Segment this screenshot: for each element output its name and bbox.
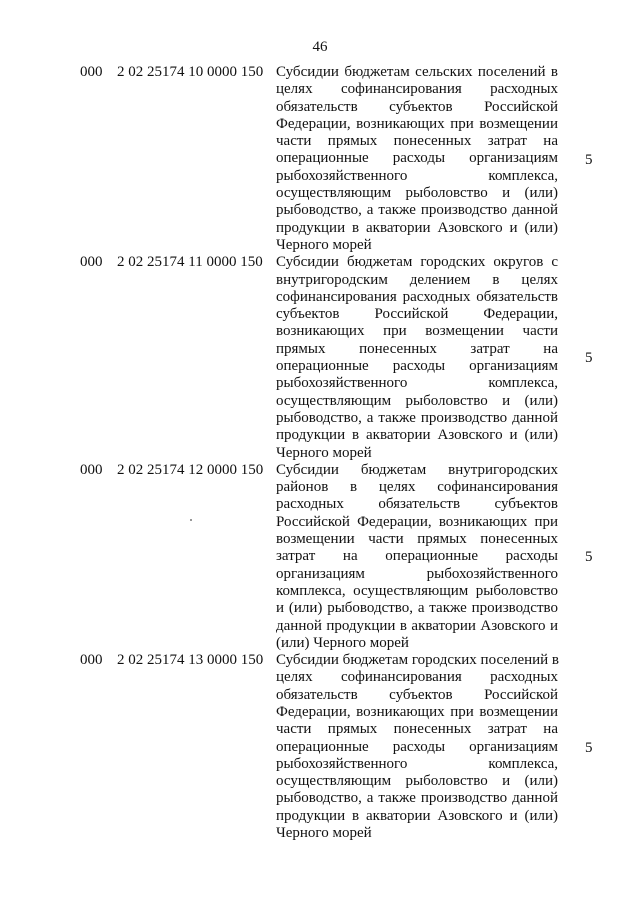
- description-line: софинансирования расходных обязательств: [276, 288, 558, 305]
- description-line: возникающих при возмещении части: [276, 323, 558, 340]
- budget-classification-code: 2 02 25174 12 0000 150: [117, 461, 264, 478]
- description-line: Российской Федерации, возникающих при: [276, 513, 558, 530]
- amount: 5: [585, 549, 593, 566]
- description-line: обязательств субъектов Российской: [276, 686, 558, 703]
- description-line: субъектов Российской Федерации,: [276, 306, 558, 323]
- description-line: расходных обязательств субъектов: [276, 496, 558, 513]
- description-line: операционные расходы организациям: [276, 738, 558, 755]
- description-line: (или) Черного морей: [276, 634, 409, 651]
- budget-classification-code: 2 02 25174 11 0000 150: [117, 254, 263, 271]
- description-line: осуществляющим рыболовство и (или): [276, 392, 558, 409]
- description-line: Субсидии бюджетам городских округов с: [276, 254, 558, 271]
- budget-classification-code: 2 02 25174 10 0000 150: [117, 64, 264, 80]
- admin-code: 000: [80, 652, 103, 669]
- description-line: операционные расходы организациям: [276, 358, 558, 375]
- amount: 5: [585, 350, 593, 367]
- income-description: [276, 64, 558, 254]
- amount: 5: [585, 739, 593, 756]
- admin-code: 000: [80, 461, 103, 478]
- admin-code: 000: [80, 254, 103, 271]
- admin-code: 000: [80, 64, 103, 80]
- description-line: продукции в акватории Азовского и (или): [276, 807, 558, 824]
- description-line: операционные расходы организациям: [276, 150, 558, 167]
- description-line: осуществляющим рыболовство и (или): [276, 185, 558, 202]
- description-line: Субсидии бюджетам сельских поселений в: [276, 64, 558, 80]
- table-row: [0, 462, 640, 652]
- description-line: обязательств субъектов Российской: [276, 98, 558, 115]
- description-line: части прямых понесенных затрат на: [276, 133, 558, 150]
- description-line: районов в целях софинансирования: [276, 479, 558, 496]
- description-line: Черного морей: [276, 236, 372, 253]
- income-description: [276, 462, 558, 652]
- description-line: организациям рыбохозяйственного: [276, 565, 558, 582]
- income-description: [276, 652, 558, 842]
- description-line: части прямых понесенных затрат на: [276, 721, 558, 738]
- description-line: прямых понесенных затрат на: [276, 340, 558, 357]
- table-row: [0, 254, 640, 462]
- description-line: Субсидии бюджетам городских поселений в: [276, 652, 560, 669]
- income-description: [276, 254, 558, 462]
- description-line: рыбоводство, а также производство данной: [276, 409, 558, 426]
- page-number: 46: [312, 39, 328, 55]
- description-line: рыбохозяйственного комплекса,: [276, 375, 558, 392]
- amount: 5: [585, 151, 593, 168]
- description-line: возмещении части прямых понесенных: [276, 531, 558, 548]
- description-line: продукции в акватории Азовского и (или): [276, 427, 558, 444]
- description-line: рыбохозяйственного комплекса,: [276, 167, 558, 184]
- description-line: затрат на операционные расходы: [276, 548, 558, 565]
- description-line: Федерации, возникающих при возмещении: [276, 115, 558, 132]
- description-line: продукции в акватории Азовского и (или): [276, 219, 558, 236]
- table-row: [0, 64, 640, 254]
- description-line: комплекса, осуществляющим рыболовство: [276, 582, 558, 599]
- description-line: Федерации, возникающих при возмещении: [276, 703, 558, 720]
- description-line: рыбохозяйственного комплекса,: [276, 755, 558, 772]
- budget-classification-code: 2 02 25174 13 0000 150: [117, 652, 264, 669]
- description-line: данной продукции в акватории Азовского и: [276, 617, 558, 634]
- description-line: Черного морей: [276, 444, 372, 461]
- description-line: Черного морей: [276, 825, 372, 842]
- description-line: и (или) рыбоводство, а также производство: [276, 600, 558, 617]
- description-line: рыбоводство, а также производство данной: [276, 790, 558, 807]
- description-line: целях софинансирования расходных: [276, 669, 558, 686]
- scan-speck: [190, 519, 192, 521]
- description-line: целях софинансирования расходных: [276, 81, 558, 98]
- description-line: внутригородским делением в целях: [276, 271, 558, 288]
- description-line: осуществляющим рыболовство и (или): [276, 773, 558, 790]
- budget-table: [0, 64, 640, 842]
- description-line: рыбоводство, а также производство данной: [276, 202, 558, 219]
- description-line: Субсидии бюджетам внутригородских: [276, 461, 558, 478]
- table-row: [0, 652, 640, 842]
